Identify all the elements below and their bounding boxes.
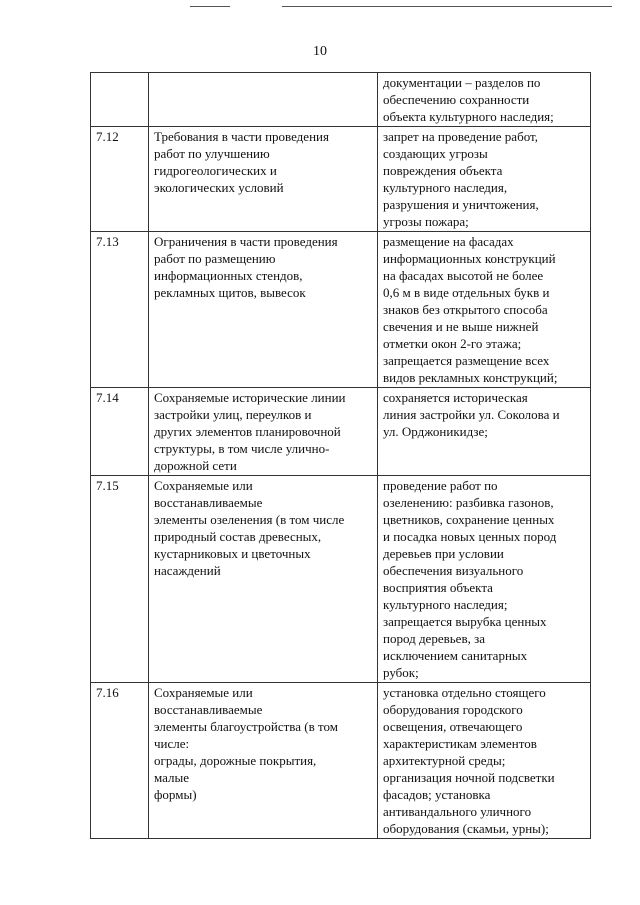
table-row [91, 683, 591, 839]
requirements-table [90, 72, 591, 839]
row-regulation: установка отдельно стоящего оборудования городского освещения, отвечающего характеристикам элементов архитектурной среды; организация ночной подсветки фасадов; установка антивандального уличного оборудования (скамьи, урны); [378, 683, 591, 839]
row-regulation: размещение на фасадах информационных конструкций на фасадах высотой не более 0,6 м в виде отдельных букв и знаков без открытого способа свечения и не выше нижней отметки окон 2-го этажа; запрещается размещение всех видов рекламных конструкций; [378, 232, 591, 388]
table-row [91, 127, 591, 232]
top-rule-left [190, 6, 230, 7]
row-number [91, 73, 149, 127]
row-regulation: документации – разделов по обеспечению сохранности объекта культурного наследия; [378, 73, 591, 127]
row-requirement: Сохраняемые или восстанавливаемые элементы озеленения (в том числе природный состав древесных, кустарниковых и цветочных насаждений [149, 476, 378, 683]
row-number: 7.15 [91, 476, 149, 683]
row-number: 7.14 [91, 388, 149, 476]
row-requirement: Требования в части проведения работ по улучшению гидрогеологических и экологических условий [149, 127, 378, 232]
top-rule-right [282, 6, 612, 7]
row-requirement: Сохраняемые или восстанавливаемые элементы благоустройства (в том числе: ограды, дорожные покрытия, малые формы) [149, 683, 378, 839]
table-row [91, 388, 591, 476]
row-number: 7.12 [91, 127, 149, 232]
row-requirement: Ограничения в части проведения работ по размещению информационных стендов, рекламных щитов, вывесок [149, 232, 378, 388]
row-number: 7.13 [91, 232, 149, 388]
row-regulation: запрет на проведение работ, создающих угрозы повреждения объекта культурного наследия, разрушения и уничтожения, угрозы пожара; [378, 127, 591, 232]
row-number: 7.16 [91, 683, 149, 839]
page-number: 10 [313, 44, 327, 59]
row-requirement: Сохраняемые исторические линии застройки улиц, переулков и других элементов планировочной структуры, в том числе улично- дорожной сети [149, 388, 378, 476]
table-row [91, 476, 591, 683]
table-row [91, 73, 591, 127]
row-requirement [149, 73, 378, 127]
row-regulation: проведение работ по озеленению: разбивка газонов, цветников, сохранение ценных и посадка новых ценных пород деревьев при условии обеспечения визуального восприятия объекта культурного наследия; запрещается вырубка ценных пород деревьев, за исключением санитарных рубок; [378, 476, 591, 683]
table-row [91, 232, 591, 388]
row-regulation: сохраняется историческая линия застройки ул. Соколова и ул. Орджоникидзе; [378, 388, 591, 476]
